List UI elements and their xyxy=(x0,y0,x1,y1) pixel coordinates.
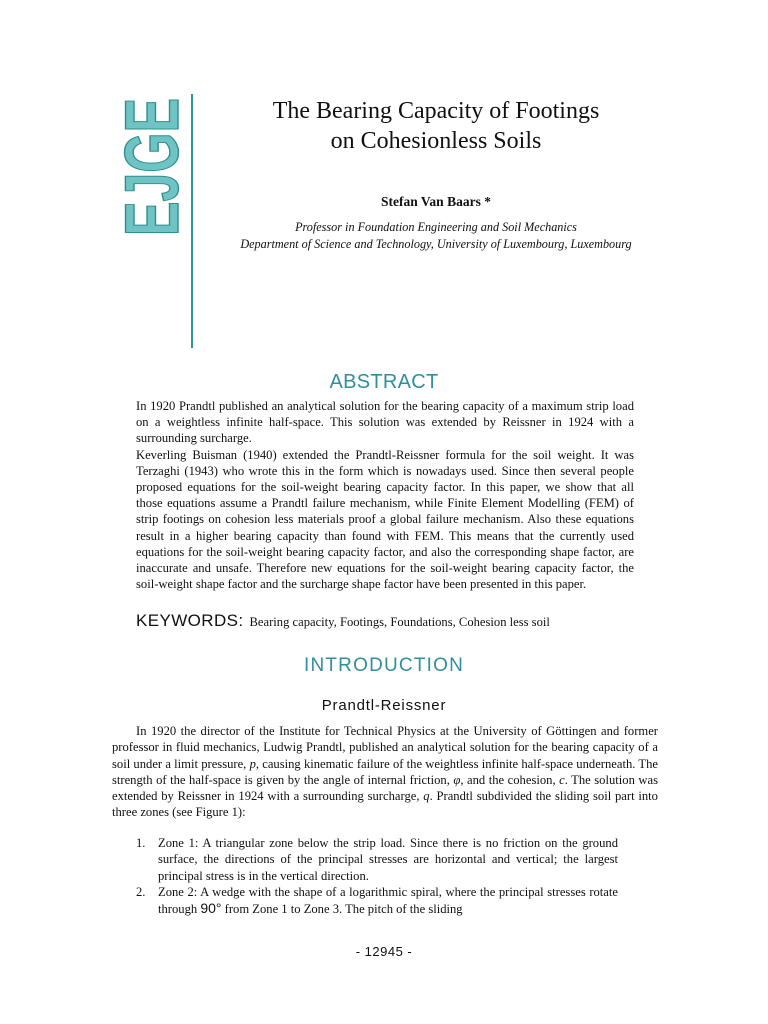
var-c: c xyxy=(559,772,565,787)
list-item xyxy=(112,884,618,918)
intro-text-b: , causing kinematic failure of the weightless infinite half-space underneath. The strength of the half-space is given by the angle of internal friction, xyxy=(112,756,658,787)
introduction-heading: INTRODUCTION xyxy=(303,655,465,676)
author-affiliation xyxy=(196,219,676,253)
intro-text-d: . The solution was extended by Reissner in 1924 with a surrounding surcharge, xyxy=(112,772,658,804)
abstract-body xyxy=(136,398,634,592)
keywords-text: Bearing capacity, Footings, Foundations, Cohesion less soil xyxy=(249,615,550,629)
affiliation-line-1: Professor in Foundation Engineering and Soil Mechanics xyxy=(295,220,577,234)
intro-text-e: . Prandtl subdivided the sliding soil part into three zones (see Figure 1): xyxy=(112,789,658,820)
paper-title xyxy=(196,96,676,156)
header-divider-line xyxy=(191,94,193,348)
list-item xyxy=(112,835,618,884)
var-phi: φ xyxy=(453,772,461,787)
title-line-1: The Bearing Capacity of Footings xyxy=(272,98,600,124)
intro-text-a: In 1920 the director of the Institute for Technical Physics at the University of Göttingen and former professor in fluid mechanics, Ludwig Prandtl, published an analytical solution for the bearing capacity of a soil under a limit pressure, xyxy=(112,724,658,771)
zone-1-text: Zone 1: A triangular zone below the strip load. Since there is no friction on the ground surface, the directions of the principal stresses are horizontal and vertical; the largest principal stress is in the vertical direction. xyxy=(158,836,618,883)
prandtl-reissner-subheading: Prandtl-Reissner xyxy=(321,697,447,714)
intro-text-c: , and the cohesion, xyxy=(460,772,560,787)
keywords-label: KEYWORDS: xyxy=(136,611,244,630)
zone-2-text-a: Zone 2: A wedge with the shape of a logarithmic spiral, where the principal stresses rotate through xyxy=(158,884,618,917)
affiliation-line-2: Department of Science and Technology, University of Luxembourg, Luxembourg xyxy=(240,237,632,251)
zones-list xyxy=(112,835,618,917)
title-line-2: on Cohesionless Soils xyxy=(330,128,542,154)
zone-2-number: 2. xyxy=(136,884,146,899)
journal-logo xyxy=(108,33,195,238)
abstract-paragraph-1: In 1920 Prandtl published an analytical solution for the bearing capacity of a maximum strip load on a weightless infinite half-space. This solution was extended by Reissner in 1924 with a surrounding surcharge. xyxy=(136,399,634,446)
abstract-paragraph-2: Keverling Buisman (1940) extended the Prandtl-Reissner formula for the soil weight. It was Terzaghi (1943) who wrote this in the form which is nowadays used. Since then several people proposed equations for the soil-weight bearing capacity factor. In this paper, we show that all those equations assume a Prandtl failure mechanism, while Finite Element Modelling (FEM) of strip footings on cohesion less materials proof a global failure mechanism. Also these equations result in a higher bearing capacity than found with FEM. This means that the currently used equations for the soil-weight bearing capacity factor, and also the corresponding shape factor, are inaccurate and unsafe. Therefore new equations for the soil-weight bearing capacity factor, the soil-weight shape factor and the surcharge shape factor have been presented in this paper. xyxy=(136,447,634,592)
abstract-heading: ABSTRACT xyxy=(329,371,439,393)
zone-2-degree: 90° xyxy=(200,900,222,917)
page-number: - 12945 - xyxy=(355,944,413,959)
zone-1-number: 1. xyxy=(136,836,146,850)
zone-2-text-b: from Zone 1 to Zone 3. The pitch of the sliding xyxy=(221,902,463,917)
keywords-line xyxy=(136,611,656,631)
introduction-paragraph xyxy=(112,723,658,821)
author-name: Stefan Van Baars * xyxy=(381,194,491,209)
var-p: p xyxy=(249,756,256,771)
journal-logo-text: EJGE xyxy=(110,33,195,236)
var-q: q xyxy=(423,789,430,804)
